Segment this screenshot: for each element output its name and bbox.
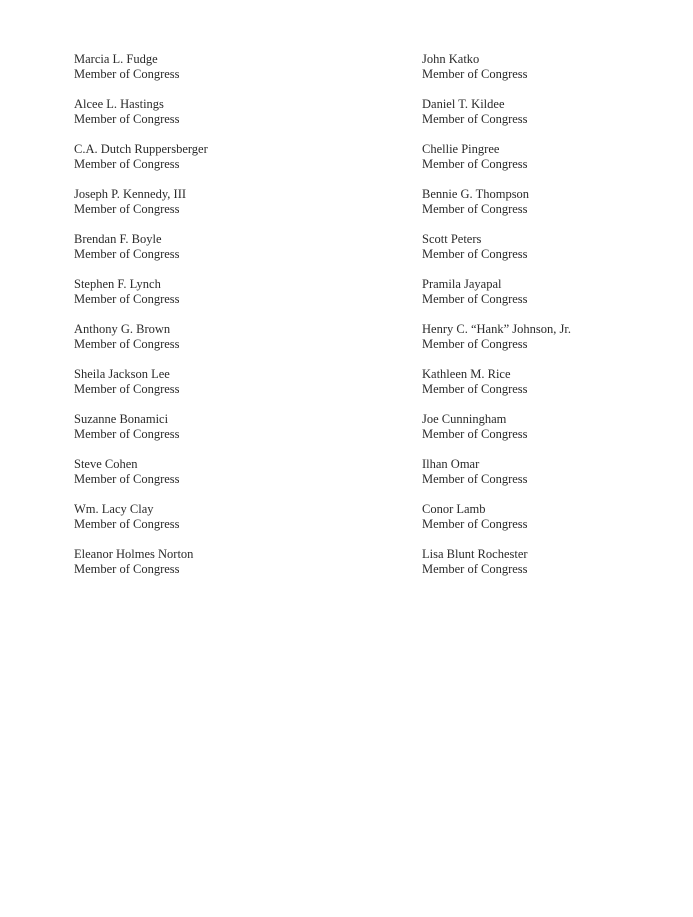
signatory-name: Joe Cunningham: [422, 412, 507, 426]
signatory-block: [74, 52, 208, 97]
signatory-block: [422, 547, 571, 592]
signatory-block: [422, 367, 571, 412]
signatory-name: C.A. Dutch Ruppersberger: [74, 142, 208, 156]
signatory-title: Member of Congress: [74, 202, 180, 216]
signatory-name: Steve Cohen: [74, 457, 138, 471]
signatory-block: [74, 187, 208, 232]
signatory-block: [74, 367, 208, 412]
signatory-name: Alcee L. Hastings: [74, 97, 164, 111]
signatory-name: Wm. Lacy Clay: [74, 502, 154, 516]
signatory-name: Eleanor Holmes Norton: [74, 547, 194, 561]
signatory-name: Lisa Blunt Rochester: [422, 547, 528, 561]
signatory-title: Member of Congress: [422, 517, 528, 531]
signatory-name: Joseph P. Kennedy, III: [74, 187, 187, 201]
signatory-name: Conor Lamb: [422, 502, 486, 516]
signatory-name: Anthony G. Brown: [74, 322, 171, 336]
signatory-block: [74, 457, 208, 502]
signatory-name: Suzanne Bonamici: [74, 412, 169, 426]
signatory-block: [422, 52, 571, 97]
signatory-name: Bennie G. Thompson: [422, 187, 530, 201]
signatory-block: [74, 412, 208, 457]
signatory-block: [422, 502, 571, 547]
signatory-title: Member of Congress: [422, 382, 528, 396]
signatory-title: Member of Congress: [74, 472, 180, 486]
signatory-column-left: [74, 52, 208, 592]
signatory-title: Member of Congress: [422, 112, 528, 126]
signatory-block: [422, 232, 571, 277]
signatory-title: Member of Congress: [422, 337, 528, 351]
signatory-name: Henry C. “Hank” Johnson, Jr.: [422, 322, 571, 336]
signatory-name: Marcia L. Fudge: [74, 52, 158, 66]
signatory-block: [74, 142, 208, 187]
signatory-title: Member of Congress: [74, 247, 180, 261]
signatory-name: Brendan F. Boyle: [74, 232, 162, 246]
signatory-title: Member of Congress: [74, 67, 180, 81]
signatory-block: [422, 457, 571, 502]
signatory-title: Member of Congress: [74, 427, 180, 441]
signatory-block: [74, 547, 208, 592]
signatory-block: [422, 97, 571, 142]
signatory-title: Member of Congress: [74, 382, 180, 396]
signatory-name: Scott Peters: [422, 232, 482, 246]
signatory-title: Member of Congress: [74, 112, 180, 126]
signatory-name: Daniel T. Kildee: [422, 97, 505, 111]
signatory-name: Kathleen M. Rice: [422, 367, 511, 381]
signatory-name: Ilhan Omar: [422, 457, 480, 471]
signatory-name: Stephen F. Lynch: [74, 277, 161, 291]
signatory-name: Pramila Jayapal: [422, 277, 502, 291]
signatory-name: Chellie Pingree: [422, 142, 500, 156]
signatory-title: Member of Congress: [74, 292, 180, 306]
signatory-block: [74, 502, 208, 547]
signatory-title: Member of Congress: [422, 292, 528, 306]
signatory-block: [74, 97, 208, 142]
signatory-title: Member of Congress: [422, 427, 528, 441]
signatory-title: Member of Congress: [74, 517, 180, 531]
signatory-name: John Katko: [422, 52, 480, 66]
signatory-block: [422, 277, 571, 322]
signatory-title: Member of Congress: [74, 157, 180, 171]
signatory-title: Member of Congress: [422, 157, 528, 171]
signatory-title: Member of Congress: [422, 67, 528, 81]
signatory-block: [422, 187, 571, 232]
signatory-title: Member of Congress: [422, 472, 528, 486]
signatory-title: Member of Congress: [74, 337, 180, 351]
signatory-title: Member of Congress: [422, 562, 528, 576]
signatory-column-right: [422, 52, 571, 592]
signatory-title: Member of Congress: [422, 202, 528, 216]
signatory-block: [422, 412, 571, 457]
signatory-name: Sheila Jackson Lee: [74, 367, 170, 381]
signatory-block: [74, 322, 208, 367]
signatory-block: [74, 232, 208, 277]
signatory-block: [74, 277, 208, 322]
signatory-title: Member of Congress: [422, 247, 528, 261]
signatory-block: [422, 322, 571, 367]
signatory-block: [422, 142, 571, 187]
signatory-title: Member of Congress: [74, 562, 180, 576]
